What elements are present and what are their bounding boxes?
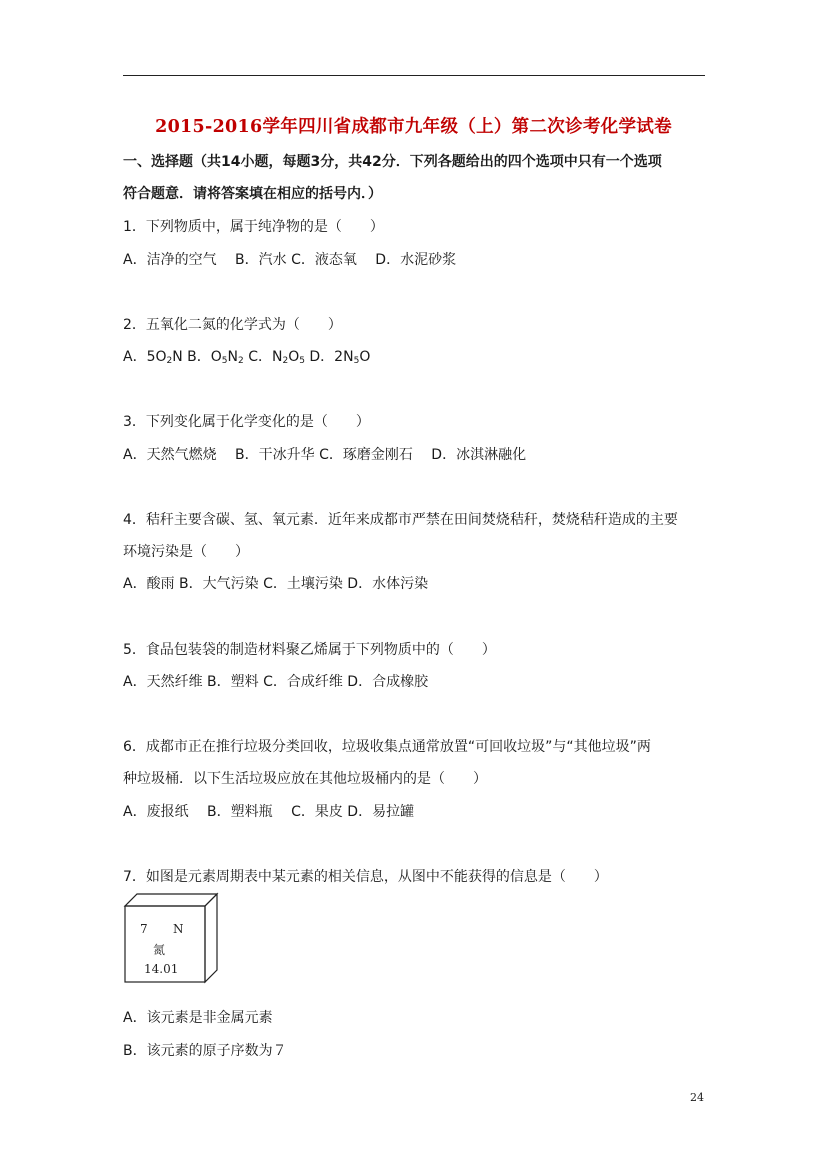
question-2-stem: 2．五氧化二氮的化学式为（ ） (123, 317, 342, 333)
question-2-options: A．$5O_2N$ B．$O_5N_2$ C．$N_2O_5$ D．$2N_5O$ (123, 349, 371, 366)
question-5-options: A．天然纤维 B．塑料 C．合成纤维 D．合成橡胶 (123, 674, 429, 690)
element-atomic-mass: 14.01 (144, 962, 179, 976)
question-4-stem-line2: 环境污染是（ ） (123, 544, 249, 560)
page-number: 24 (690, 1091, 704, 1104)
section-instructions-line2: 符合题意．请将答案填在相应的括号内．） (123, 186, 382, 202)
question-6-options: A．废报纸 B．塑料瓶 C．果皮 D．易拉罐 (123, 804, 415, 820)
question-3-options: A．天然气燃烧 B．干冰升华 C．琢磨金刚石 D．冰淇淋融化 (123, 447, 527, 463)
question-1-options: A．洁净的空气 B．汽水 C．液态氧 D．水泥砂浆 (123, 252, 457, 268)
question-7-stem: 7．如图是元素周期表中某元素的相关信息，从图中不能获得的信息是（ ） (123, 869, 608, 885)
element-tile-figure (123, 892, 219, 984)
section-instructions-line1: 一、选择题（共14小题，每题3分，共42分．下列各题给出的四个选项中只有一个选项 (123, 154, 662, 170)
question-6-stem-line1: 6．成都市正在推行垃圾分类回收，垃圾收集点通常放置“可回收垃圾”与“其他垃圾”两 (123, 739, 651, 755)
question-5-stem: 5．食品包装袋的制造材料聚乙烯属于下列物质中的（ ） (123, 642, 496, 658)
question-7-option-b: B．该元素的原子序数为７ (123, 1043, 287, 1059)
question-4-stem-line1: 4．秸秆主要含碳、氢、氧元素．近年来成都市严禁在田间焚烧秸秆，焚烧秸秆造成的主要 (123, 512, 678, 528)
question-7-option-a: A．该元素是非金属元素 (123, 1010, 273, 1026)
question-6-stem-line2: 种垃圾桶．以下生活垃圾应放在其他垃圾桶内的是（ ） (123, 771, 487, 787)
header-rule (123, 75, 705, 76)
element-atomic-number: 7 (140, 922, 148, 936)
question-3-stem: 3．下列变化属于化学变化的是（ ） (123, 414, 370, 430)
page-title: 2015-2016学年四川省成都市九年级（上）第二次诊考化学试卷 (155, 117, 672, 137)
element-name: 氮 (153, 943, 166, 957)
question-4-options: A．酸雨 B．大气污染 C．土壤污染 D．水体污染 (123, 576, 429, 592)
element-symbol: N (173, 922, 184, 936)
question-1-stem: 1．下列物质中，属于纯净物的是（ ） (123, 219, 384, 235)
